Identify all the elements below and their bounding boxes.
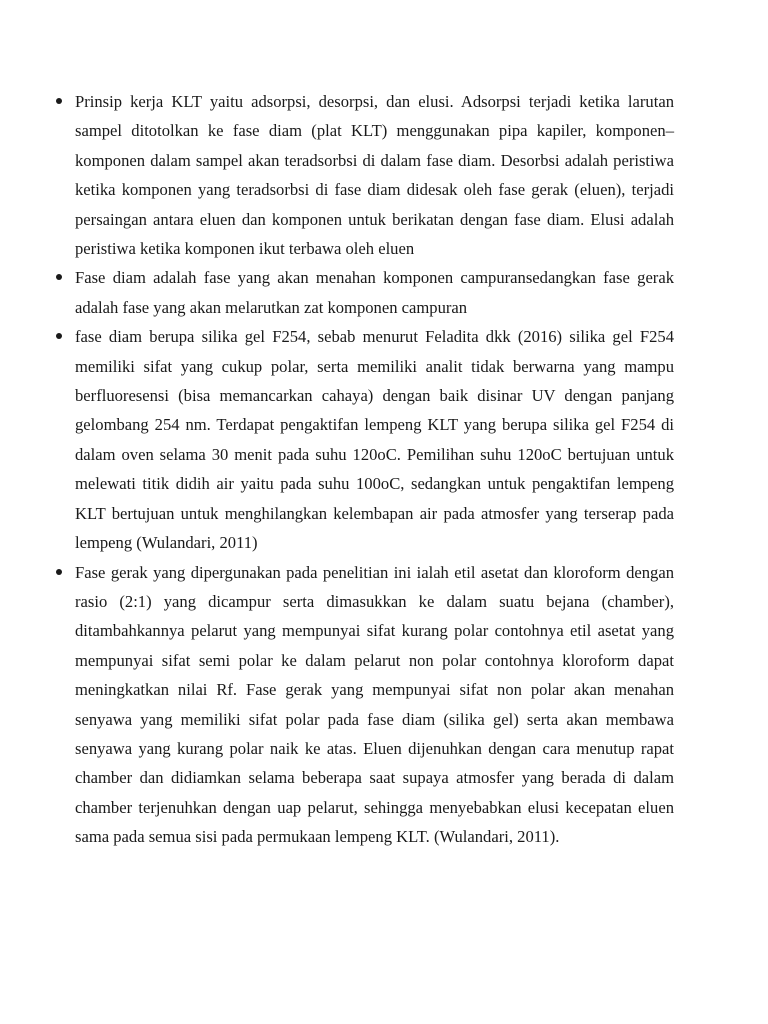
- bullet-dot-icon: [56, 274, 62, 280]
- bullet-dot-icon: [56, 569, 62, 575]
- bullet-item-stationary-mobile-phase: [56, 263, 674, 322]
- bullet-text: Fase diam adalah fase yang akan menahan komponen campuransedangkan fase gerak adalah fase yang akan melarutkan zat komponen campuran: [75, 268, 674, 317]
- bullet-text: Prinsip kerja KLT yaitu adsorpsi, desorpsi, dan elusi. Adsorpsi terjadi ketika larutan sampel ditotolkan ke fase diam (plat KLT) menggunakan pipa kapiler, komponen–komponen dalam sampel akan teradsorbsi di dalam fase diam. Desorbsi adalah peristiwa ketika komponen yang teradsorbsi di fase diam didesak oleh fase gerak (eluen), terjadi persaingan antara eluen dan komponen untuk berikatan dengan fase diam. Elusi adalah peristiwa ketika komponen ikut terbawa oleh eluen: [75, 92, 674, 259]
- bullet-item-mobile-phase: [56, 558, 674, 852]
- bullet-dot-icon: [56, 333, 62, 339]
- bullet-text: Fase gerak yang dipergunakan pada penelitian ini ialah etil asetat dan kloroform dengan rasio (2:1) yang dicampur serta dimasukkan ke dalam suatu bejana (chamber), ditambahkannya pelarut yang mempunyai sifat kurang polar contohnya etil asetat yang mempunyai sifat semi polar ke dalam pelarut non polar contohnya kloroform dapat meningkatkan nilai Rf. Fase gerak yang mempunyai sifat non polar akan menahan senyawa yang memiliki sifat polar pada fase diam (silika gel) serta akan membawa senyawa yang kurang polar naik ke atas. Eluen dijenuhkan dengan cara menutup rapat chamber dan didiamkan selama beberapa saat supaya atmosfer yang berada di dalam chamber terjenuhkan dengan uap pelarut, sehingga menyebabkan elusi kecepatan eluen sama pada semua sisi pada permukaan lempeng KLT. (Wulandari, 2011).: [75, 562, 674, 847]
- bullet-dot-icon: [56, 98, 62, 104]
- bullet-item-silica-gel: [56, 322, 674, 557]
- bullet-text: fase diam berupa silika gel F254, sebab menurut Feladita dkk (2016) silika gel F254 memiliki sifat yang cukup polar, serta memiliki analit tidak berwarna yang mampu berfluoresensi (bisa memancarkan cahaya) dengan baik disinar UV dengan panjang gelombang 254 nm. Terdapat pengaktifan lempeng KLT yang berupa silika gel F254 di dalam oven selama 30 menit pada suhu 120oC. Pemilihan suhu 120oC bertujuan untuk melewati titik didih air yaitu pada suhu 100oC, sedangkan untuk pengaktifan lempeng KLT bertujuan untuk menghilangkan kelembapan air pada atmosfer yang terserap pada lempeng (Wulandari, 2011): [75, 327, 674, 553]
- bullet-list: [56, 87, 674, 852]
- bullet-item-principle: [56, 87, 674, 263]
